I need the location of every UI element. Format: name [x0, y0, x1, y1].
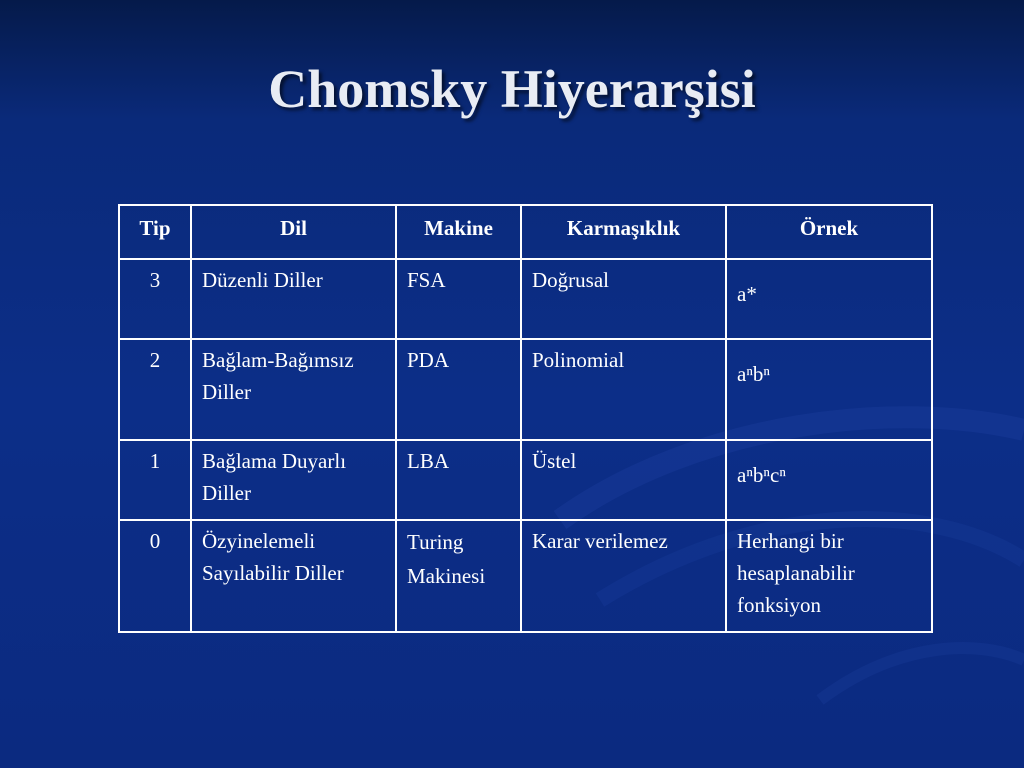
- cell-tip: 1: [119, 440, 191, 520]
- table-header-row: [119, 205, 932, 259]
- cell-tip: 3: [119, 259, 191, 339]
- table-row: [119, 259, 932, 339]
- cell-dil: Bağlam-Bağımsız Diller: [191, 339, 396, 440]
- cell-tip: 0: [119, 520, 191, 632]
- cell-karmasiklik: Polinomial: [521, 339, 726, 440]
- cell-ornek: [726, 259, 932, 339]
- cell-karmasiklik: Üstel: [521, 440, 726, 520]
- cell-makine: FSA: [396, 259, 521, 339]
- table-row: [119, 520, 932, 632]
- cell-dil: Özyinelemeli Sayılabilir Diller: [191, 520, 396, 632]
- cell-ornek-text: aⁿbⁿcⁿ: [737, 463, 786, 487]
- cell-karmasiklik: Karar verilemez: [521, 520, 726, 632]
- header-makine: Makine: [396, 205, 521, 259]
- slide-title: Chomsky Hiyerarşisi: [268, 59, 756, 119]
- cell-dil: Düzenli Diller: [191, 259, 396, 339]
- table-row: [119, 339, 932, 440]
- header-tip: Tip: [119, 205, 191, 259]
- cell-makine: PDA: [396, 339, 521, 440]
- cell-ornek: [726, 440, 932, 520]
- cell-makine: Turing Makinesi: [396, 520, 521, 632]
- cell-ornek-text: aⁿbⁿ: [737, 362, 771, 386]
- cell-tip: 2: [119, 339, 191, 440]
- header-karmasiklik: Karmaşıklık: [521, 205, 726, 259]
- header-dil: Dil: [191, 205, 396, 259]
- table-row: [119, 440, 932, 520]
- cell-makine: LBA: [396, 440, 521, 520]
- cell-ornek-text: a*: [737, 282, 757, 306]
- cell-ornek: Herhangi bir hesaplanabilir fonksiyon: [726, 520, 932, 632]
- cell-dil: Bağlama Duyarlı Diller: [191, 440, 396, 520]
- cell-karmasiklik: Doğrusal: [521, 259, 726, 339]
- cell-ornek: [726, 339, 932, 440]
- chomsky-table: [118, 204, 933, 633]
- header-ornek: Örnek: [726, 205, 932, 259]
